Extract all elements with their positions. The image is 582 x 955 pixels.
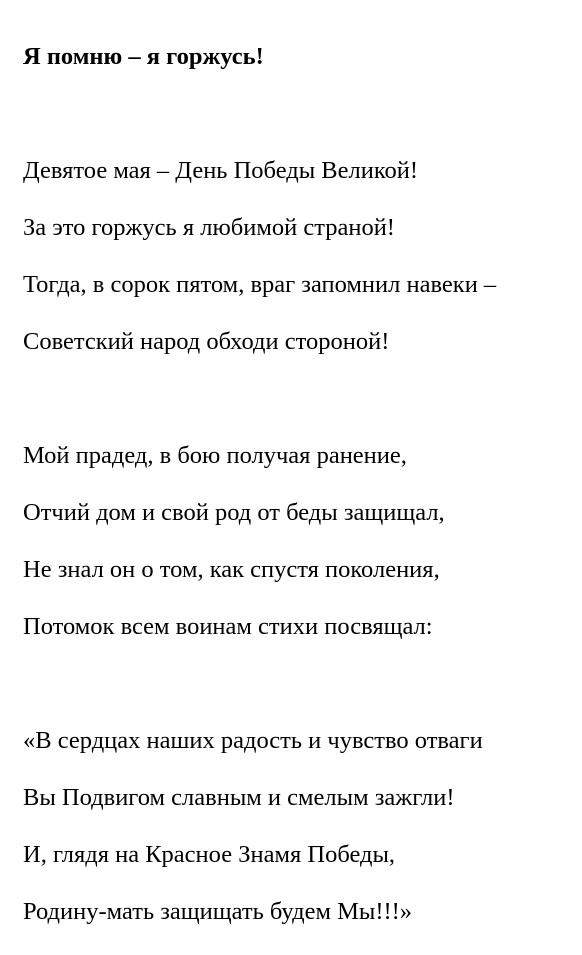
poem-title: Я помню – я горжусь!	[23, 43, 264, 70]
poem-line: Родину-мать защищать будем Мы!!!»	[23, 898, 413, 925]
poem-line: За это горжусь я любимой страной!	[23, 214, 395, 241]
poem-line: Советский народ обходи стороной!	[23, 328, 390, 355]
poem-line: Потомок всем воинам стихи посвящал:	[23, 613, 433, 640]
poem-line: Отчий дом и свой род от беды защищал,	[23, 499, 445, 526]
poem-line: Мой прадед, в бою получая ранение,	[23, 442, 407, 469]
poem-line: Не знал он о том, как спустя поколения,	[23, 556, 440, 583]
poem-line: Тогда, в сорок пятом, враг запомнил навеки –	[23, 271, 497, 298]
poem-line: Девятое мая – День Победы Великой!	[23, 157, 419, 184]
poem-line: И, глядя на Красное Знамя Победы,	[23, 841, 396, 868]
poem-line: Вы Подвигом славным и смелым зажгли!	[23, 784, 455, 811]
poem-line: «В сердцах наших радость и чувство отваги	[23, 727, 483, 754]
